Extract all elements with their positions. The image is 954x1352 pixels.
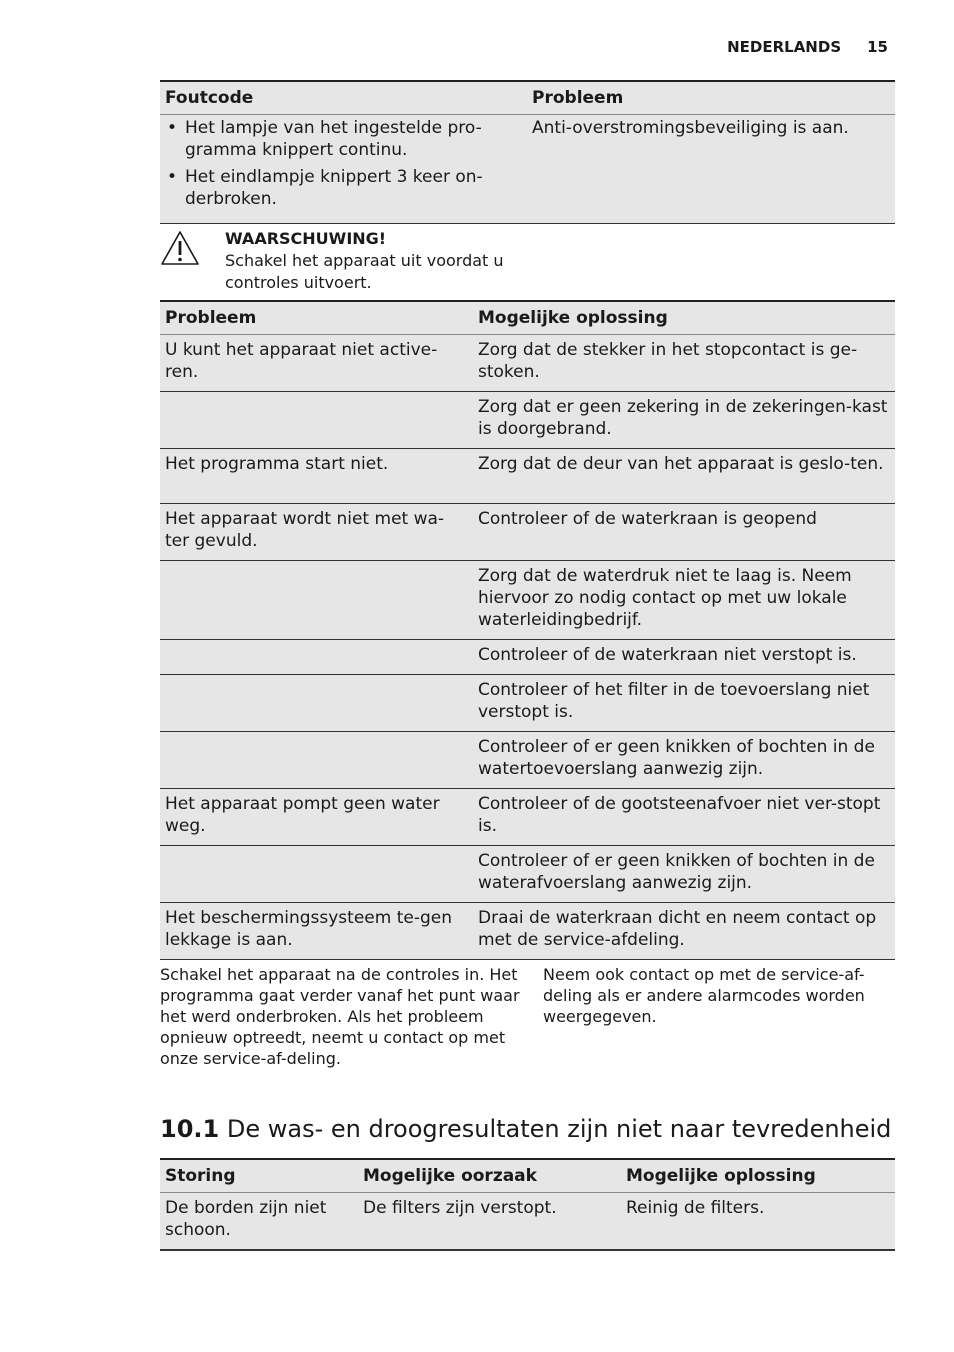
table-row xyxy=(160,789,895,846)
list-item: • Het eindlampje knippert 3 keer on-derbroken. xyxy=(165,166,522,210)
page-content xyxy=(160,80,895,1251)
table-row xyxy=(160,1193,895,1251)
table-row xyxy=(160,392,895,449)
solution-cell: Controleer of de waterkraan niet verstopt is. xyxy=(478,645,857,665)
section-heading xyxy=(160,1114,895,1144)
warning-triangle-icon xyxy=(160,230,200,266)
table-row xyxy=(160,846,895,903)
problem-cell: Het beschermingssysteem te-gen lekkage is aan. xyxy=(165,908,452,950)
table-row xyxy=(160,903,895,960)
solution-cell: Reinig de filters. xyxy=(626,1198,765,1218)
problem-cell: Het programma start niet. xyxy=(165,454,389,474)
warning-text: Schakel het apparaat uit voordat u controles uitvoert. xyxy=(225,251,504,292)
table-row xyxy=(160,335,895,392)
column-header-oplossing: Mogelijke oplossing xyxy=(478,308,668,328)
problem-cell xyxy=(160,675,473,732)
solution-cell: Controleer of de waterkraan is geopend xyxy=(478,509,817,529)
table-header-row xyxy=(160,301,895,335)
column-header-oplossing: Mogelijke oplossing xyxy=(626,1166,816,1186)
error-code-cell xyxy=(160,115,527,224)
warning-title: WAARSCHUWING! xyxy=(225,229,387,248)
solution-cell: Controleer of er geen knikken of bochten in de watertoevoerslang aanwezig zijn. xyxy=(478,737,875,779)
error-code-list xyxy=(165,117,522,210)
fault-cell: De borden zijn niet schoon. xyxy=(165,1198,327,1240)
warning-box xyxy=(160,224,895,300)
note-right: Neem ook contact op met de service-af-deling als er andere alarmcodes worden weergegeven. xyxy=(543,965,865,1026)
notes-section xyxy=(160,960,895,1104)
table-header-row xyxy=(160,81,895,115)
section-number: 10.1 xyxy=(160,1115,220,1143)
problem-cell xyxy=(160,640,473,675)
table-row xyxy=(160,561,895,640)
problem-cell xyxy=(160,561,473,640)
section-title-text: De was- en droogresultaten zijn niet naar tevredenheid xyxy=(226,1115,892,1143)
list-item: • Het lampje van het ingestelde pro-gramma knippert continu. xyxy=(165,117,522,161)
column-header-oorzaak: Mogelijke oorzaak xyxy=(363,1166,537,1186)
problem-cell: Het apparaat wordt niet met wa-ter gevuld. xyxy=(165,509,445,551)
table-header-row xyxy=(160,1159,895,1193)
solution-cell: Controleer of het filter in de toevoerslang niet verstopt is. xyxy=(478,680,870,722)
problem-cell xyxy=(160,732,473,789)
problem-cell xyxy=(160,392,473,449)
solution-cell: Zorg dat de deur van het apparaat is geslo-ten. xyxy=(478,454,884,474)
troubleshooting-table xyxy=(160,300,895,960)
column-header-storing: Storing xyxy=(165,1166,236,1186)
results-table xyxy=(160,1158,895,1251)
language-label: NEDERLANDS xyxy=(727,38,842,56)
column-header-probleem: Probleem xyxy=(165,308,257,328)
solution-cell: Draai de waterkraan dicht en neem contact op met de service-afdeling. xyxy=(478,908,877,950)
problem-cell: U kunt het apparaat niet active-ren. xyxy=(165,340,438,382)
problem-cell xyxy=(160,846,473,903)
table-row xyxy=(160,115,895,224)
solution-cell: Zorg dat er geen zekering in de zekeringen-kast is doorgebrand. xyxy=(478,397,888,439)
table-row xyxy=(160,449,895,504)
table-row xyxy=(160,640,895,675)
page-number: 15 xyxy=(867,38,888,56)
note-left: Schakel het apparaat na de controles in. Het programma gaat verder vanaf het punt waar het werd onderbroken. Als het probleem opnieuw optreedt, neemt u contact op met onze service-af-deling. xyxy=(160,965,520,1068)
solution-cell: Zorg dat de stekker in het stopcontact is ge-stoken. xyxy=(478,340,858,382)
problem-cell: Het apparaat pompt geen water weg. xyxy=(165,794,440,836)
warning-text-block xyxy=(225,228,515,294)
column-header-foutcode: Foutcode xyxy=(165,88,254,108)
table-row xyxy=(160,675,895,732)
table-row xyxy=(160,732,895,789)
problem-cell: Anti-overstromingsbeveiliging is aan. xyxy=(532,118,849,138)
error-code-table xyxy=(160,80,895,224)
column-header-probleem: Probleem xyxy=(532,88,624,108)
cause-cell: De filters zijn verstopt. xyxy=(363,1198,557,1218)
solution-cell: Controleer of de gootsteenafvoer niet ver-stopt is. xyxy=(478,794,881,836)
page-header xyxy=(727,38,888,56)
solution-cell: Controleer of er geen knikken of bochten in de waterafvoerslang aanwezig zijn. xyxy=(478,851,875,893)
table-row xyxy=(160,504,895,561)
solution-cell: Zorg dat de waterdruk niet te laag is. Neem hiervoor zo nodig contact op met uw lokale waterleidingbedrijf. xyxy=(478,566,852,630)
